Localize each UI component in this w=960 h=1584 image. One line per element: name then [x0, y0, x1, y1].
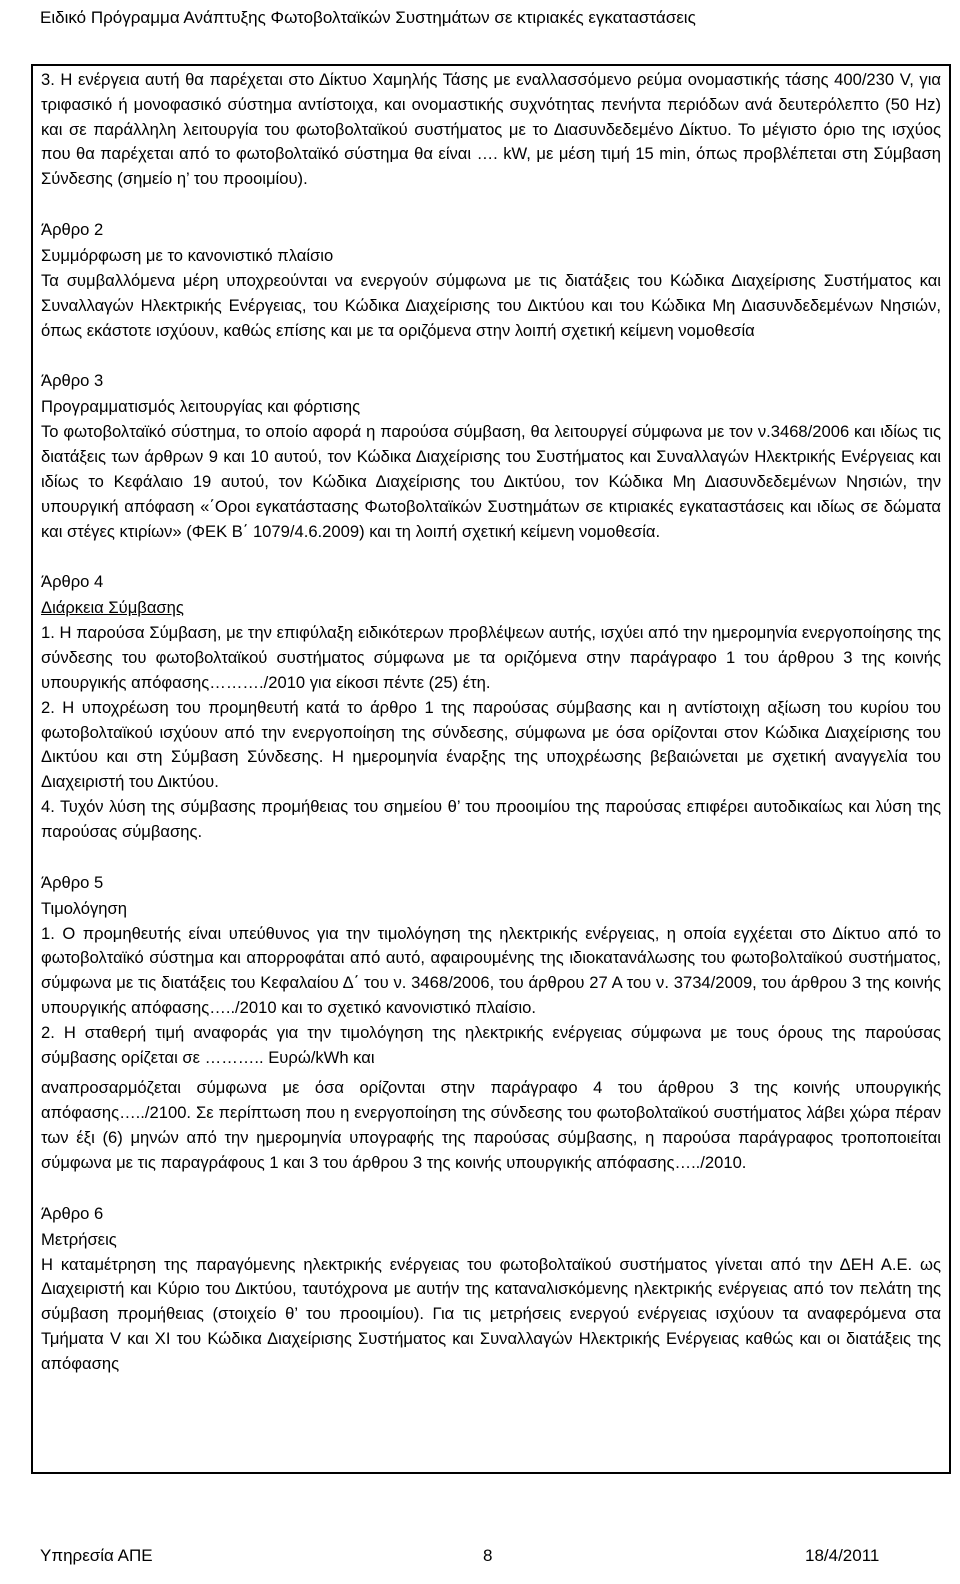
- article-5-paragraph-2b: αναπροσαρμόζεται σύμφωνα με όσα ορίζονται στην παράγραφο 4 του άρθρου 3 της κοινής υπουργικής απόφασης…../2100. Σε περίπτωση που η ενεργοποίηση της σύνδεσης του φωτοβολταϊκού συστήματος λάβει χώρα πέραν των έξι (6) μηνών από την ημερομηνία υπογραφής της παρούσας σύμβασης, η παρούσα παράγραφος τροποποιείται σύμφωνα με τις παραγράφους 1 και 3 του άρθρου 3 της κοινής υπουργικής απόφασης…../2010.: [41, 1078, 941, 1172]
- article-4-paragraph-4: 4. Τυχόν λύση της σύμβασης προμήθειας του σημείου θ’ του προοιμίου της παρούσας επιφέρει αυτοδικαίως και λύση της παρούσας σύμβασης.: [41, 796, 941, 841]
- page-header: Ειδικό Πρόγραμμα Ανάπτυξης Φωτοβολταϊκών Συστημάτων σε κτιριακές εγκαταστάσεις: [40, 8, 696, 27]
- article-5-title: Άρθρο 5: [41, 872, 104, 892]
- footer-page-number: 8: [483, 1546, 493, 1565]
- article-3-subtitle: Προγραμματισμός λειτουργίας και φόρτισης: [41, 397, 361, 417]
- article-5-paragraph-2a: 2. Η σταθερή τιμή αναφοράς για την τιμολόγηση της ηλεκτρικής ενέργειας σύμφωνα με τους όρους της παρούσας σύμβασης ορίζεται σε ……….. Ευρώ/kWh και: [41, 1022, 941, 1067]
- document-body: [31, 64, 951, 1474]
- article-6-paragraph: Η καταμέτρηση της παραγόμενης ηλεκτρικής ενέργειας του φωτοβολταϊκού συστήματος γίνεται από την ΔΕΗ Α.Ε. ως Διαχειριστή και Κύριο του Δικτύου, ταυτόχρονα με αυτήν της καταναλισκόμενης ηλεκτρικής ενέργειας από τον πελάτη της σύμβαση προμήθειας (στοιχείο θ’ του προοιμίου). Για τις μετρήσεις ενεργού ενέργειας ισχύουν τα αναφερόμενα στα Τμήματα V και XI του Κώδικα Διαχείρισης Συστήματος και Συναλλαγών Ηλεκτρικής Ενέργειας καθώς και οι διατάξεις της απόφασης: [41, 1254, 941, 1373]
- article-6: [41, 1201, 941, 1377]
- article-4-title: Άρθρο 4: [41, 572, 104, 592]
- article-5-paragraph-1: 1. Ο προμηθευτής είναι υπεύθυνος για την τιμολόγηση της ηλεκτρικής ενέργειας, η οποία εγχέεται στο Δίκτυο από το φωτοβολταϊκό σύστημα και απορροφάται από αυτό, αφαιρουμένης της ιδιοκατανάλωσης του φωτοβολταϊκού συστήματος, σύμφωνα με τις διατάξεις του Κεφαλαίου Δ΄ του ν. 3468/2006, του άρθρου 27 Α του ν. 3734/2009, του άρθρου 3 της κοινής υπουργικής απόφασης…../2010 και το σχετικό κανονιστικό πλαίσιο.: [41, 923, 941, 1017]
- article-5-subtitle: Τιμολόγηση: [41, 898, 127, 918]
- article-2-title: Άρθρο 2: [41, 219, 104, 239]
- article-6-title: Άρθρο 6: [41, 1203, 104, 1223]
- article-3-title: Άρθρο 3: [41, 371, 104, 391]
- article-4: [41, 569, 941, 844]
- article-4-paragraph-1: 1. Η παρούσα Σύμβαση, με την επιφύλαξη ειδικότερων προβλέψεων αυτής, ισχύει από την ημερομηνία ενεργοποίησης της σύνδεσης του φωτοβολταϊκού συστήματος σύμφωνα με τα οριζόμενα στην παράγραφο 1 του άρθρου 3 της κοινής υπουργικής απόφασης………./2010 για είκοσι πέντε (25) έτη.: [41, 623, 941, 692]
- article-2-subtitle: Συμμόρφωση με το κανονιστικό πλαίσιο: [41, 245, 334, 265]
- article-2-paragraph: Τα συμβαλλόμενα μέρη υποχρεούνται να ενεργούν σύμφωνα με τις διατάξεις του Κώδικα Διαχείρισης Συστήματος και Συναλλαγών Ηλεκτρικής Ενέργειας, του Κώδικα Διαχείρισης του Δικτύου και του Κώδικα Μη Διασυνδεδεμένων Νησιών, όπως εκάστοτε ισχύουν, καθώς επίσης και με τα οριζόμενα στην λοιπή σχετική κείμενη νομοθεσία: [41, 270, 941, 340]
- article-6-subtitle: Μετρήσεις: [41, 1229, 117, 1249]
- article-5: [41, 870, 941, 1176]
- article-4-subtitle: Διάρκεια Σύμβασης: [41, 598, 184, 618]
- article-2: [41, 217, 941, 343]
- article-4-paragraph-2: 2. Η υποχρέωση του προμηθευτή κατά το άρθρο 1 της παρούσας σύμβασης και η αντίστοιχη αξίωση του κυρίου του φωτοβολταϊκού ισχύουν από την ενεργοποίηση της σύνδεσης, σύμφωνα με όσα ορίζονται στον Κώδικα Διαχείρισης του Δικτύου και στη Σύμβαση Σύνδεσης. Η ημερομηνία έναρξης της υποχρέωσης βεβαιώνεται με σχετική αναγγελία του Διαχειριστή του Δικτύου.: [41, 697, 941, 792]
- article-3: [41, 368, 941, 544]
- intro-paragraph: 3. Η ενέργεια αυτή θα παρέχεται στο Δίκτυο Χαμηλής Τάσης με εναλλασσόμενο ρεύμα ονομαστικής τάσης 400/230 V, για τριφασικό ή μονοφασικό σύστημα αντίστοιχα, και ονομαστικής συχνότητας πενήντα περιόδων ανά δευτερόλεπτο (50 Hz) και σε παράλληλη λειτουργία του φωτοβολταϊκού συστήματος με το Διασυνδεδεμένο Δίκτυο. Το μέγιστο όριο της ισχύος που θα παρέχεται από το φωτοβολταϊκό σύστημα θα είναι …. kW, με μέση τιμή 15 min, όπως προβλέπεται στη Σύμβαση Σύνδεσης (σημείο η’ του προοιμίου).: [41, 70, 941, 189]
- footer-department: Υπηρεσία ΑΠΕ: [40, 1546, 153, 1565]
- footer-date: 18/4/2011: [805, 1546, 880, 1565]
- article-3-paragraph: Το φωτοβολταϊκό σύστημα, το οποίο αφορά η παρούσα σύμβαση, θα λειτουργεί σύμφωνα με τον ν.3468/2006 και ιδίως τις διατάξεις των άρθρων 9 και 10 αυτού, τον Κώδικα Διαχείρισης του Συστήματος και Συναλλαγών Ηλεκτρικής Ενέργειας και ιδίως το Κεφάλαιο 19 αυτού, τον Κώδικα Διαχείρισης του Δικτύου, τον Κώδικα Μη Διασυνδεδεμένων Νησιών, την υπουργική απόφαση «΄Οροι εγκατάστασης Φωτοβολταϊκών Συστημάτων σε κτιριακές εγκαταστάσεις και ιδίως σε δώματα και στέγες κτιρίων» (ΦΕΚ Β΄ 1079/4.6.2009) και τη λοιπή σχετική κείμενη νομοθεσία.: [41, 422, 941, 541]
